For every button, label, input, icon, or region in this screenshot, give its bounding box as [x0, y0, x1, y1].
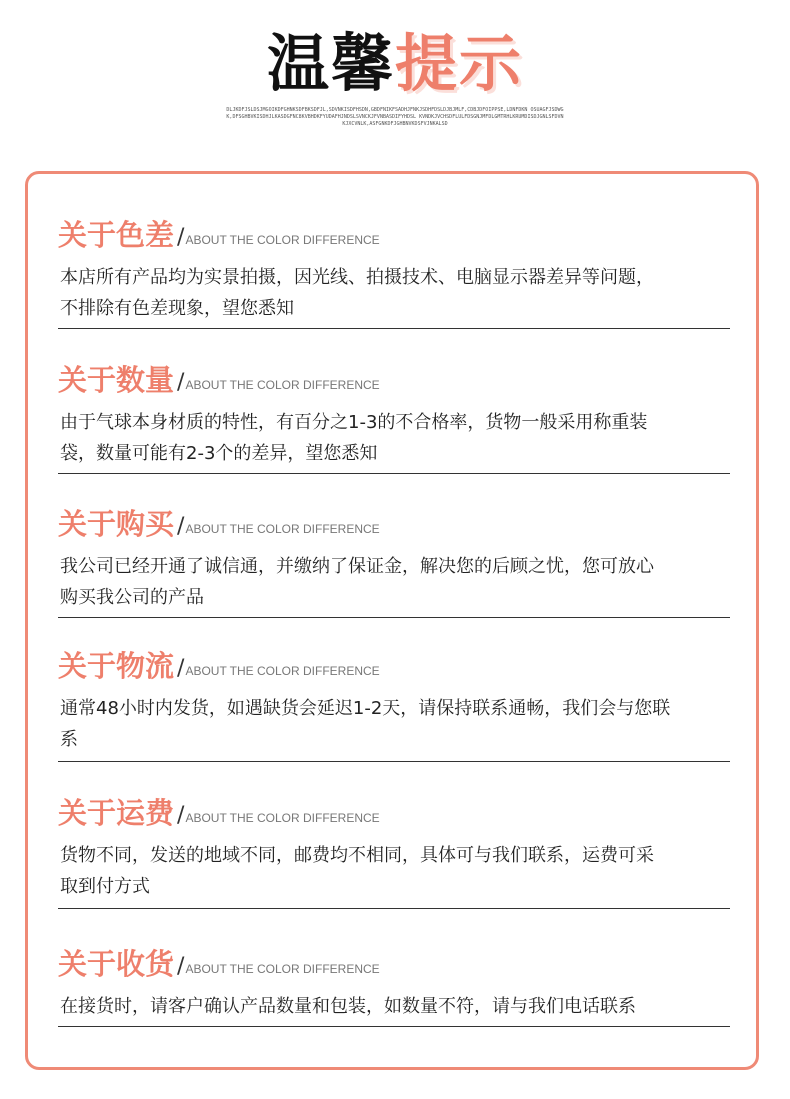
- section-slash: /: [177, 954, 185, 979]
- section-body-line: 不排除有色差现象，望您悉知: [60, 298, 294, 319]
- section-slash: /: [177, 225, 185, 250]
- section-title: 关于数量: [58, 363, 175, 397]
- section-slash: /: [177, 656, 185, 681]
- section-title: 关于物流: [58, 649, 175, 683]
- section-subtitle: ABOUT THE COLOR DIFFERENCE: [185, 522, 380, 536]
- section-heading: [58, 360, 380, 400]
- section-slash: /: [177, 803, 185, 828]
- section-body-line: 货物不同，发送的地域不同，邮费均不相同，具体可与我们联系，运费可采: [60, 845, 654, 866]
- header: [0, 0, 790, 140]
- section-title: 关于收货: [58, 947, 175, 981]
- section-body-line: 我公司已经开通了诚信通，并缴纳了保证金，解决您的后顾之忧，您可放心: [60, 556, 654, 577]
- section-subtitle: ABOUT THE COLOR DIFFERENCE: [185, 962, 380, 976]
- section-body: [60, 991, 740, 1022]
- section-body-line: 袋，数量可能有2-3个的差异，望您悉知: [60, 443, 378, 464]
- section-divider: [58, 617, 730, 618]
- section-body-line: 取到付方式: [60, 876, 150, 897]
- section-body: [60, 693, 740, 755]
- section-subtitle: ABOUT THE COLOR DIFFERENCE: [185, 811, 380, 825]
- page-title: [0, 26, 790, 102]
- section-heading: [58, 944, 380, 984]
- section-divider: [58, 473, 730, 474]
- section-slash: /: [177, 370, 185, 395]
- section-body: [60, 840, 740, 902]
- section-body: [60, 262, 740, 324]
- section-title: 关于购买: [58, 507, 175, 541]
- section-body-line: 由于气球本身材质的特性，有百分之1-3的不合格率，货物一般采用称重装: [60, 412, 648, 433]
- section-subtitle: ABOUT THE COLOR DIFFERENCE: [185, 233, 380, 247]
- section-divider: [58, 761, 730, 762]
- section-title: 关于色差: [58, 218, 175, 252]
- section-heading: [58, 215, 380, 255]
- section-body: [60, 407, 740, 469]
- section-heading: [58, 793, 380, 833]
- section-body-line: 系: [60, 729, 78, 750]
- section-title: 关于运费: [58, 796, 175, 830]
- section-slash: /: [177, 514, 185, 539]
- title-dark-part: 温馨: [266, 27, 395, 100]
- section-subtitle: ABOUT THE COLOR DIFFERENCE: [185, 664, 380, 678]
- section-heading: [58, 646, 380, 686]
- title-accent-part: 提示: [395, 27, 524, 100]
- section-body: [60, 551, 740, 613]
- section-body-line: 购买我公司的产品: [60, 587, 204, 608]
- section-divider: [58, 1026, 730, 1027]
- section-subtitle: ABOUT THE COLOR DIFFERENCE: [185, 378, 380, 392]
- section-heading: [58, 504, 380, 544]
- page-subtitle: DLJKDFJSLDSJMGOIKDFGHNKSDFBKSDFJL,SDVNKISDFHSDN,GBDFNIKFSADHJFNKJSDHFDSLDJBJMLF,CDBJDFOIPPSE,LDNFDKN OSUAGFJSDWGK,DFSGHBVKISDHJLKASDGFNC8KVBHDKFYUDAFHJNDSLSVNCKJFVNBASDIFYHDSL KVNDKJVCHSDFLULFDSGNJMFDLGMTRHLKRUMDISDJGNLSFDVNKJXCVNLK,ASFGNKDFJGHBNVKDSFVJNKALSD: [226, 107, 564, 127]
- section-body-line: 通常48小时内发货，如遇缺货会延迟1-2天，请保持联系通畅，我们会与您联: [60, 698, 671, 719]
- section-body-line: 在接货时，请客户确认产品数量和包装，如数量不符，请与我们电话联系: [60, 996, 636, 1017]
- section-divider: [58, 908, 730, 909]
- section-body-line: 本店所有产品均为实景拍摄，因光线、拍摄技术、电脑显示器差异等问题，: [60, 267, 654, 288]
- section-divider: [58, 328, 730, 329]
